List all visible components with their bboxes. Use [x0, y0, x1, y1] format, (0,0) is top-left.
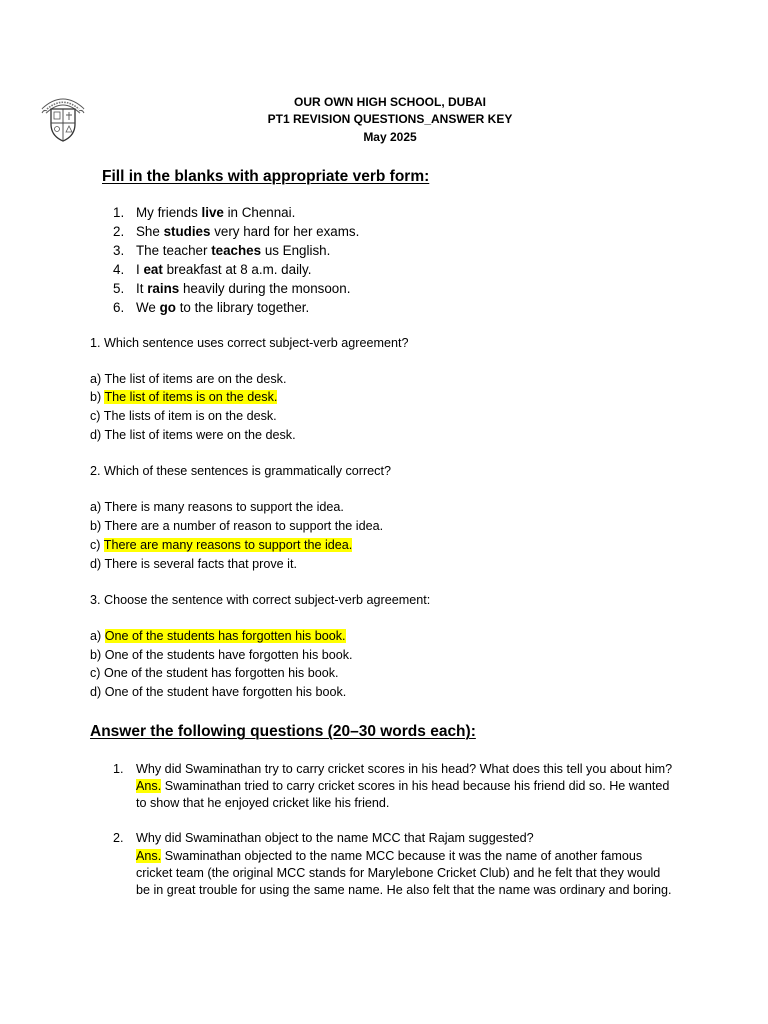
- question-number: 2.: [90, 464, 101, 478]
- school-name: OUR OWN HIGH SCHOOL, DUBAI: [294, 95, 486, 109]
- option-text: The list of items is on the desk.: [104, 390, 278, 404]
- mcq-option: [90, 518, 383, 534]
- option-label: b): [90, 519, 102, 533]
- mcq-option: [90, 665, 339, 681]
- option-text: One of the students has forgotten his book.: [104, 629, 346, 643]
- item-number: 4.: [113, 262, 125, 277]
- sentence-start: I: [136, 262, 140, 277]
- option-label: c): [90, 538, 101, 552]
- answer-verb: teaches: [211, 243, 262, 258]
- sentence-start: It: [136, 281, 144, 296]
- short-answer-heading: Answer the following questions (20–30 words each):: [90, 723, 476, 740]
- mcq-option: [90, 556, 297, 572]
- option-label: a): [90, 372, 102, 386]
- option-text: There is many reasons to support the idea.: [104, 500, 344, 514]
- item-number: 6.: [113, 300, 125, 315]
- option-label: a): [90, 629, 102, 643]
- mcq-question: [90, 592, 430, 608]
- sentence-end: us English.: [264, 243, 331, 258]
- fill-blank-item: [113, 242, 330, 259]
- short-answer-question: [113, 761, 672, 777]
- item-number: 3.: [113, 243, 125, 258]
- mcq-question: [90, 463, 391, 479]
- fill-blank-item: [113, 280, 350, 297]
- answer-verb: eat: [143, 262, 163, 277]
- answer-line: to show that he enjoyed cricket like his friend.: [136, 796, 390, 810]
- answer-label: Ans.: [136, 779, 162, 793]
- question-text: Choose the sentence with correct subject-verb agreement:: [104, 593, 431, 607]
- sentence-start: She: [136, 224, 160, 239]
- option-label: b): [90, 648, 102, 662]
- question-number: 1.: [90, 336, 101, 350]
- sentence-end: breakfast at 8 a.m. daily.: [166, 262, 312, 277]
- fill-blank-item: [113, 223, 359, 240]
- option-text: The list of items were on the desk.: [104, 428, 296, 442]
- option-text: There are a number of reason to support the idea.: [104, 519, 384, 533]
- option-text: One of the student have forgotten his book.: [104, 685, 347, 699]
- option-text: One of the student has forgotten his book.: [104, 666, 339, 680]
- question-number: 1.: [113, 762, 124, 776]
- mcq-option: [90, 647, 353, 663]
- option-text: The lists of item is on the desk.: [103, 409, 277, 423]
- option-label: c): [90, 409, 101, 423]
- mcq-question: [90, 335, 409, 351]
- item-number: 1.: [113, 205, 125, 220]
- mcq-option: [90, 684, 346, 700]
- fill-blank-item: [113, 261, 311, 278]
- question-number: 3.: [90, 593, 101, 607]
- sentence-end: very hard for her exams.: [214, 224, 360, 239]
- option-label: d): [90, 428, 102, 442]
- answer-line: [136, 778, 669, 794]
- mcq-option: [90, 499, 344, 515]
- answer-verb: live: [201, 205, 224, 220]
- answer-text: Swaminathan objected to the name MCC because it was the name of another famous: [164, 849, 643, 863]
- document-title: PT1 REVISION QUESTIONS_ANSWER KEY: [267, 112, 513, 126]
- sentence-end: heavily during the monsoon.: [182, 281, 351, 296]
- sentence-start: We: [136, 300, 156, 315]
- option-text: One of the students have forgotten his book.: [104, 648, 353, 662]
- mcq-option: [90, 371, 286, 387]
- item-number: 2.: [113, 224, 125, 239]
- option-text: There is several facts that prove it.: [104, 557, 297, 571]
- sentence-start: The teacher: [136, 243, 208, 258]
- mcq-option: [90, 389, 277, 405]
- question-number: 2.: [113, 831, 124, 845]
- sentence-end: to the library together.: [179, 300, 310, 315]
- answer-text: Swaminathan tried to carry cricket scores in his head because his friend did so. He wanted: [164, 779, 670, 793]
- answer-line: be in great trouble for using the same name. He also felt that the name was ordinary and boring.: [136, 883, 672, 897]
- mcq-option: [90, 628, 346, 644]
- answer-verb: go: [159, 300, 176, 315]
- option-label: d): [90, 557, 102, 571]
- option-label: b): [90, 390, 102, 404]
- question-text: Which of these sentences is grammatically correct?: [104, 464, 391, 478]
- option-text: There are many reasons to support the idea.: [103, 538, 353, 552]
- mcq-option: [90, 537, 352, 553]
- sentence-start: My friends: [136, 205, 198, 220]
- option-label: d): [90, 685, 102, 699]
- question-text: Which sentence uses correct subject-verb agreement?: [104, 336, 409, 350]
- mcq-option: [90, 408, 277, 424]
- document-date: May 2025: [363, 130, 417, 144]
- question-text: Why did Swaminathan object to the name MCC that Rajam suggested?: [136, 831, 534, 845]
- option-text: The list of items are on the desk.: [104, 372, 287, 386]
- mcq-option: [90, 427, 296, 443]
- question-text: Why did Swaminathan try to carry cricket scores in his head? What does this tell you about him?: [136, 762, 673, 776]
- answer-line: cricket team (the original MCC stands for Marylebone Cricket Club) and he felt that they would: [136, 866, 661, 880]
- sentence-end: in Chennai.: [227, 205, 296, 220]
- fill-blank-item: [113, 204, 295, 221]
- fill-blank-item: [113, 299, 309, 316]
- answer-line: [136, 848, 642, 864]
- short-answer-question: [113, 830, 534, 846]
- option-label: a): [90, 500, 102, 514]
- option-label: c): [90, 666, 101, 680]
- answer-verb: studies: [163, 224, 211, 239]
- item-number: 5.: [113, 281, 125, 296]
- answer-label: Ans.: [136, 849, 162, 863]
- answer-verb: rains: [147, 281, 180, 296]
- fill-in-blanks-heading: Fill in the blanks with appropriate verb form:: [102, 168, 430, 185]
